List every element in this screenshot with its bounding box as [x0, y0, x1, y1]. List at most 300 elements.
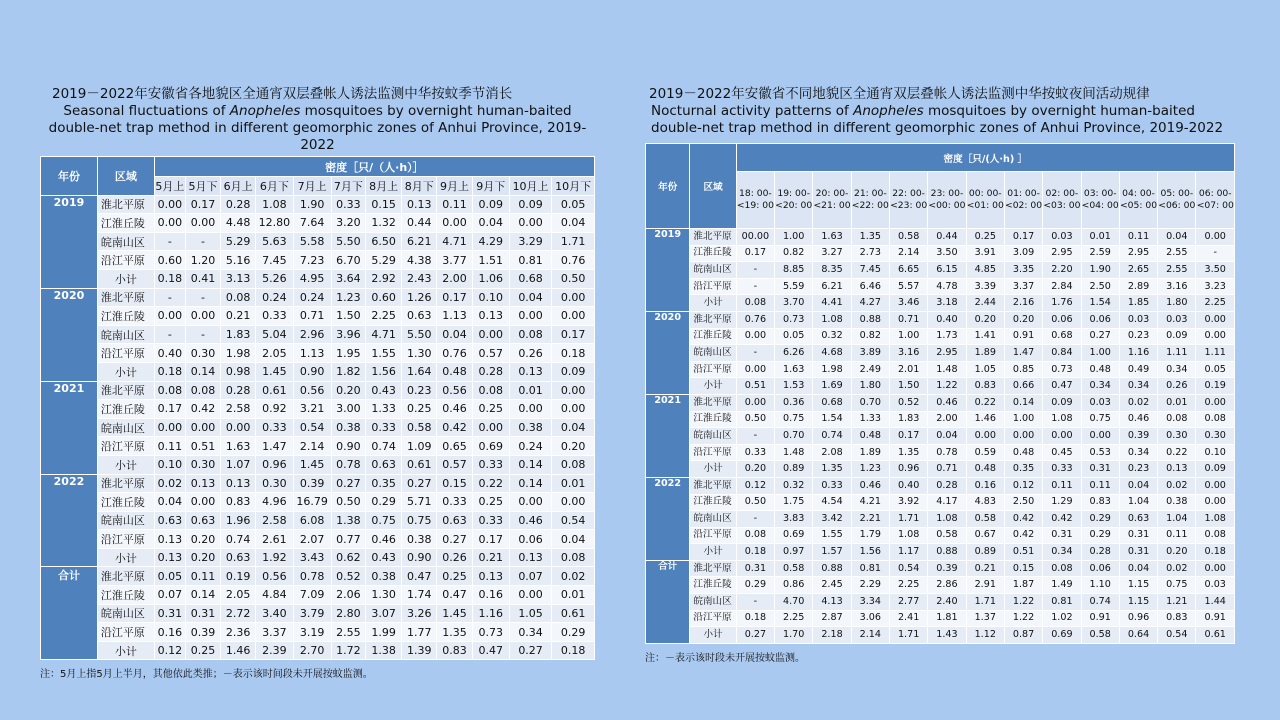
value-cell: 1.05: [966, 361, 1004, 378]
zone-cell: 小计: [97, 362, 154, 381]
zone-cell: 江淮丘陵: [690, 411, 736, 428]
value-cell: 0.76: [437, 344, 472, 363]
header-year: 年份: [646, 144, 690, 229]
value-cell: 0.91: [1196, 610, 1235, 627]
value-cell: 0.16: [966, 477, 1004, 494]
value-cell: 2.58: [221, 400, 256, 419]
value-cell: 0.27: [402, 474, 437, 493]
value-cell: 0.33: [1043, 461, 1081, 478]
value-cell: 0.04: [928, 428, 966, 445]
value-cell: 12.80: [256, 214, 293, 233]
value-cell: 3.46: [889, 295, 927, 312]
value-cell: 2.86: [928, 577, 966, 594]
value-cell: 3.29: [509, 232, 551, 251]
value-cell: 0.08: [736, 527, 774, 544]
value-cell: 0.00: [472, 418, 509, 437]
year-cell: 合计: [41, 567, 98, 660]
nocturnal-title-en: Nocturnal activity patterns of Anopheles mosquitoes by overnight human-baited double-net trap method in different geomorphic zones of Anhui Province, 2019-2022: [651, 103, 1224, 136]
value-cell: 0.38: [331, 418, 365, 437]
value-cell: 0.54: [889, 560, 927, 577]
value-cell: 7.45: [256, 251, 293, 270]
value-cell: 0.27: [1081, 328, 1119, 345]
value-cell: 2.25: [775, 610, 813, 627]
value-cell: 0.78: [331, 455, 365, 474]
value-cell: 1.16: [472, 604, 509, 623]
value-cell: 0.39: [185, 623, 220, 642]
value-cell: 0.34: [1043, 544, 1081, 561]
value-cell: 0.14: [509, 455, 551, 474]
zone-cell: 沿江平原: [690, 527, 736, 544]
value-cell: 0.20: [966, 311, 1004, 328]
value-cell: 1.00: [1004, 411, 1042, 428]
nocturnal-table: [645, 143, 1235, 644]
value-cell: 4.41: [813, 295, 851, 312]
value-cell: 0.00: [509, 214, 551, 233]
year-cell: 2019: [646, 229, 690, 312]
zone-cell: 江淮丘陵: [97, 214, 154, 233]
value-cell: 0.54: [552, 511, 595, 530]
value-cell: 1.22: [928, 378, 966, 395]
table-row: [41, 269, 595, 288]
value-cell: 0.01: [509, 381, 551, 400]
zone-cell: 沿江平原: [97, 530, 154, 549]
value-cell: 5.29: [365, 251, 401, 270]
value-cell: 1.08: [889, 527, 927, 544]
value-cell: 1.75: [775, 494, 813, 511]
value-cell: 6.15: [928, 262, 966, 279]
value-cell: 1.70: [775, 627, 813, 644]
value-cell: 0.63: [402, 307, 437, 326]
table-row: [646, 411, 1235, 428]
value-cell: 1.71: [552, 232, 595, 251]
value-cell: -: [185, 325, 220, 344]
table-row: [41, 511, 595, 530]
year-cell: 2021: [41, 381, 98, 474]
value-cell: 0.62: [331, 548, 365, 567]
value-cell: 1.16: [1119, 345, 1157, 362]
value-cell: 0.71: [928, 461, 966, 478]
value-cell: 0.11: [185, 567, 220, 586]
value-cell: 0.31: [1043, 527, 1081, 544]
value-cell: 5.50: [331, 232, 365, 251]
value-cell: 0.20: [185, 548, 220, 567]
value-cell: 1.21: [1158, 594, 1196, 611]
value-cell: 0.34: [1119, 378, 1157, 395]
value-cell: 0.90: [293, 362, 331, 381]
value-cell: 0.33: [736, 444, 774, 461]
value-cell: 2.73: [851, 245, 889, 262]
value-cell: 0.48: [1081, 361, 1119, 378]
value-cell: 0.18: [552, 641, 595, 660]
value-cell: 0.29: [552, 623, 595, 642]
value-cell: 0.75: [365, 511, 401, 530]
value-cell: 0.03: [1158, 311, 1196, 328]
value-cell: 0.13: [472, 307, 509, 326]
value-cell: 6.21: [402, 232, 437, 251]
value-cell: 0.00: [509, 493, 551, 512]
value-cell: 0.15: [1004, 560, 1042, 577]
value-cell: 2.05: [221, 586, 256, 605]
value-cell: 0.04: [552, 530, 595, 549]
value-cell: 1.48: [775, 444, 813, 461]
value-cell: 0.29: [1081, 527, 1119, 544]
value-cell: 0.12: [1004, 477, 1042, 494]
value-cell: 0.26: [1158, 378, 1196, 395]
value-cell: 0.89: [775, 461, 813, 478]
value-cell: 1.30: [365, 586, 401, 605]
zone-cell: 沿江平原: [690, 278, 736, 295]
value-cell: 0.48: [851, 428, 889, 445]
table-row: [646, 245, 1235, 262]
value-cell: 0.08: [509, 325, 551, 344]
value-cell: 1.87: [1004, 577, 1042, 594]
zone-cell: 淮北平原: [690, 394, 736, 411]
value-cell: 0.08: [1158, 411, 1196, 428]
value-cell: 0.14: [509, 474, 551, 493]
value-cell: 1.15: [1119, 577, 1157, 594]
value-cell: 0.22: [1158, 444, 1196, 461]
zone-cell: 沿江平原: [97, 623, 154, 642]
value-cell: 0.08: [1196, 411, 1235, 428]
column-header: 7月上: [293, 177, 331, 196]
value-cell: 0.20: [1004, 311, 1042, 328]
zone-cell: 小计: [97, 641, 154, 660]
value-cell: 4.21: [851, 494, 889, 511]
value-cell: 0.00: [1196, 229, 1235, 246]
value-cell: 0.30: [1158, 428, 1196, 445]
value-cell: 0.09: [552, 362, 595, 381]
value-cell: 0.42: [437, 418, 472, 437]
value-cell: 0.97: [775, 544, 813, 561]
value-cell: 0.83: [437, 641, 472, 660]
value-cell: 0.84: [1043, 345, 1081, 362]
value-cell: 2.08: [813, 444, 851, 461]
value-cell: 0.65: [437, 437, 472, 456]
value-cell: 0.20: [331, 381, 365, 400]
value-cell: 3.35: [1004, 262, 1042, 279]
value-cell: 0.23: [402, 381, 437, 400]
value-cell: 1.90: [1081, 262, 1119, 279]
value-cell: 0.04: [509, 288, 551, 307]
value-cell: 0.26: [437, 548, 472, 567]
value-cell: 0.50: [552, 269, 595, 288]
value-cell: 3.27: [813, 245, 851, 262]
value-cell: 2.45: [813, 577, 851, 594]
value-cell: 1.72: [331, 641, 365, 660]
value-cell: 0.56: [437, 381, 472, 400]
value-cell: 5.04: [256, 325, 293, 344]
value-cell: 1.81: [928, 610, 966, 627]
seasonal-table-panel: [40, 86, 595, 680]
header-density: 密度［只/(人·h) ］: [736, 144, 1234, 172]
value-cell: 6.46: [851, 278, 889, 295]
table-row: [41, 344, 595, 363]
value-cell: 0.61: [256, 381, 293, 400]
value-cell: 1.92: [256, 548, 293, 567]
value-cell: 0.17: [552, 325, 595, 344]
value-cell: 0.11: [1043, 477, 1081, 494]
value-cell: 0.31: [154, 604, 185, 623]
value-cell: -: [185, 288, 220, 307]
value-cell: 1.35: [889, 444, 927, 461]
value-cell: 4.54: [813, 494, 851, 511]
value-cell: 0.98: [221, 362, 256, 381]
value-cell: -: [736, 594, 774, 611]
value-cell: 1.47: [256, 437, 293, 456]
value-cell: 1.51: [472, 251, 509, 270]
value-cell: 2.55: [1158, 262, 1196, 279]
value-cell: 0.51: [185, 437, 220, 456]
value-cell: 0.08: [1196, 527, 1235, 544]
value-cell: 0.24: [293, 288, 331, 307]
value-cell: 0.52: [331, 567, 365, 586]
value-cell: 1.12: [966, 627, 1004, 644]
value-cell: 2.00: [437, 269, 472, 288]
value-cell: 0.25: [402, 400, 437, 419]
value-cell: -: [1196, 245, 1235, 262]
value-cell: 0.34: [509, 623, 551, 642]
header-density: 密度［只/（人·h）］: [154, 157, 594, 177]
zone-cell: 小计: [690, 544, 736, 561]
zone-cell: 淮北平原: [690, 229, 736, 246]
value-cell: 0.08: [221, 288, 256, 307]
value-cell: 0.00: [1196, 328, 1235, 345]
value-cell: 0.03: [1119, 311, 1157, 328]
value-cell: 1.09: [402, 437, 437, 456]
value-cell: 0.25: [472, 493, 509, 512]
value-cell: 1.13: [293, 344, 331, 363]
value-cell: 0.96: [1119, 610, 1157, 627]
value-cell: 0.49: [1119, 361, 1157, 378]
value-cell: 0.70: [775, 428, 813, 445]
value-cell: 0.39: [928, 560, 966, 577]
value-cell: 0.24: [509, 437, 551, 456]
value-cell: 0.88: [928, 544, 966, 561]
value-cell: 2.55: [1158, 245, 1196, 262]
value-cell: 0.18: [1196, 544, 1235, 561]
zone-cell: 沿江平原: [690, 610, 736, 627]
value-cell: 0.04: [154, 493, 185, 512]
value-cell: 0.38: [365, 567, 401, 586]
zone-cell: 沿江平原: [97, 344, 154, 363]
table-row: [41, 214, 595, 233]
zone-cell: 淮北平原: [97, 195, 154, 214]
value-cell: 6.50: [365, 232, 401, 251]
value-cell: 3.00: [331, 400, 365, 419]
value-cell: 2.58: [256, 511, 293, 530]
value-cell: 0.00: [154, 307, 185, 326]
value-cell: 1.45: [437, 604, 472, 623]
value-cell: 1.41: [966, 328, 1004, 345]
value-cell: 6.26: [775, 345, 813, 362]
value-cell: 3.16: [889, 345, 927, 362]
value-cell: 2.21: [851, 511, 889, 528]
value-cell: 0.00: [552, 288, 595, 307]
year-cell: 2022: [41, 474, 98, 567]
value-cell: 0.38: [509, 418, 551, 437]
table-row: [41, 251, 595, 270]
table-row: [646, 444, 1235, 461]
value-cell: 1.98: [221, 344, 256, 363]
value-cell: 0.08: [472, 381, 509, 400]
value-cell: 0.18: [552, 344, 595, 363]
value-cell: 0.17: [736, 245, 774, 262]
value-cell: 0.61: [552, 604, 595, 623]
value-cell: 1.08: [1043, 411, 1081, 428]
value-cell: 0.33: [472, 511, 509, 530]
value-cell: 0.06: [509, 530, 551, 549]
value-cell: 1.08: [928, 511, 966, 528]
value-cell: 2.95: [1119, 245, 1157, 262]
value-cell: 0.00: [736, 394, 774, 411]
value-cell: 0.11: [1081, 477, 1119, 494]
nocturnal-title-cn: 2019－2022年安徽省不同地貌区全通宵双层叠帐人诱法监测中华按蚊夜间活动规律: [649, 86, 1150, 102]
value-cell: 0.00: [1196, 560, 1235, 577]
value-cell: 0.27: [437, 530, 472, 549]
value-cell: 0.63: [221, 548, 256, 567]
seasonal-table: [40, 156, 595, 660]
table-row: [646, 461, 1235, 478]
value-cell: 0.43: [365, 548, 401, 567]
table-row: [646, 627, 1235, 644]
table-row: [646, 262, 1235, 279]
table-row: [41, 586, 595, 605]
value-cell: 0.00: [1196, 311, 1235, 328]
value-cell: 2.14: [293, 437, 331, 456]
value-cell: 0.24: [256, 288, 293, 307]
value-cell: 0.20: [1158, 544, 1196, 561]
column-header: 5月下: [185, 177, 220, 196]
value-cell: 0.00: [1004, 428, 1042, 445]
zone-cell: 江淮丘陵: [97, 307, 154, 326]
value-cell: 1.80: [1158, 295, 1196, 312]
value-cell: 3.50: [1196, 262, 1235, 279]
table-row: [41, 604, 595, 623]
table-row: [646, 594, 1235, 611]
value-cell: 0.88: [813, 560, 851, 577]
value-cell: 0.09: [1043, 394, 1081, 411]
value-cell: 0.12: [736, 477, 774, 494]
value-cell: 2.96: [293, 325, 331, 344]
zone-cell: 皖南山区: [97, 232, 154, 251]
value-cell: 2.01: [889, 361, 927, 378]
value-cell: 0.42: [185, 400, 220, 419]
value-cell: 0.26: [509, 344, 551, 363]
value-cell: 2.77: [889, 594, 927, 611]
value-cell: 0.22: [472, 474, 509, 493]
value-cell: 0.58: [928, 527, 966, 544]
table-row: [41, 195, 595, 214]
value-cell: 6.65: [889, 262, 927, 279]
value-cell: 2.41: [889, 610, 927, 627]
value-cell: 1.63: [813, 229, 851, 246]
value-cell: 1.43: [928, 627, 966, 644]
value-cell: 0.82: [851, 328, 889, 345]
value-cell: 1.23: [851, 461, 889, 478]
value-cell: 3.19: [293, 623, 331, 642]
value-cell: 0.33: [437, 493, 472, 512]
value-cell: 2.95: [928, 345, 966, 362]
value-cell: 2.25: [365, 307, 401, 326]
value-cell: 1.22: [1004, 594, 1042, 611]
value-cell: 1.00: [775, 229, 813, 246]
value-cell: 3.92: [889, 494, 927, 511]
value-cell: 1.71: [889, 627, 927, 644]
value-cell: 1.33: [365, 400, 401, 419]
value-cell: 2.55: [331, 623, 365, 642]
value-cell: 2.05: [256, 344, 293, 363]
value-cell: 0.18: [154, 269, 185, 288]
value-cell: 4.71: [437, 232, 472, 251]
value-cell: 4.85: [966, 262, 1004, 279]
value-cell: -: [154, 288, 185, 307]
value-cell: 1.00: [1081, 345, 1119, 362]
value-cell: 1.08: [256, 195, 293, 214]
value-cell: 1.48: [928, 361, 966, 378]
value-cell: 0.75: [775, 411, 813, 428]
value-cell: 0.00: [1196, 394, 1235, 411]
value-cell: 7.45: [851, 262, 889, 279]
value-cell: 7.09: [293, 586, 331, 605]
value-cell: 0.68: [1043, 328, 1081, 345]
value-cell: 1.11: [1196, 345, 1235, 362]
column-header: 04: 00-<05: 00: [1119, 172, 1157, 229]
column-header: 10月上: [509, 177, 551, 196]
value-cell: 0.25: [966, 229, 1004, 246]
zone-cell: 皖南山区: [690, 511, 736, 528]
value-cell: 0.39: [1119, 428, 1157, 445]
value-cell: 0.42: [1004, 527, 1042, 544]
value-cell: 4.84: [256, 586, 293, 605]
zone-cell: 淮北平原: [97, 474, 154, 493]
value-cell: 0.05: [1196, 361, 1235, 378]
value-cell: 00.00: [736, 229, 774, 246]
column-header: 05: 00-<06: 00: [1158, 172, 1196, 229]
zone-cell: 淮北平原: [97, 288, 154, 307]
zone-cell: 皖南山区: [97, 511, 154, 530]
value-cell: 1.74: [402, 586, 437, 605]
table-row: [41, 455, 595, 474]
value-cell: 0.33: [365, 418, 401, 437]
value-cell: 0.28: [221, 381, 256, 400]
value-cell: 3.96: [331, 325, 365, 344]
value-cell: 0.13: [1158, 461, 1196, 478]
value-cell: 4.38: [402, 251, 437, 270]
table-row: [646, 577, 1235, 594]
value-cell: 3.26: [402, 604, 437, 623]
value-cell: 0.05: [775, 328, 813, 345]
value-cell: 0.04: [472, 214, 509, 233]
value-cell: 0.83: [1081, 494, 1119, 511]
value-cell: 0.50: [331, 493, 365, 512]
value-cell: 1.46: [966, 411, 1004, 428]
value-cell: 0.76: [736, 311, 774, 328]
value-cell: 0.00: [154, 195, 185, 214]
value-cell: 0.17: [889, 428, 927, 445]
value-cell: 0.00: [509, 307, 551, 326]
value-cell: 1.80: [851, 378, 889, 395]
value-cell: 0.03: [1081, 394, 1119, 411]
value-cell: 3.79: [293, 604, 331, 623]
value-cell: 0.81: [509, 251, 551, 270]
value-cell: 0.48: [966, 461, 1004, 478]
value-cell: 0.51: [1004, 544, 1042, 561]
value-cell: 0.69: [1043, 627, 1081, 644]
value-cell: 0.61: [402, 455, 437, 474]
value-cell: -: [736, 428, 774, 445]
value-cell: 0.92: [256, 400, 293, 419]
value-cell: 2.70: [293, 641, 331, 660]
